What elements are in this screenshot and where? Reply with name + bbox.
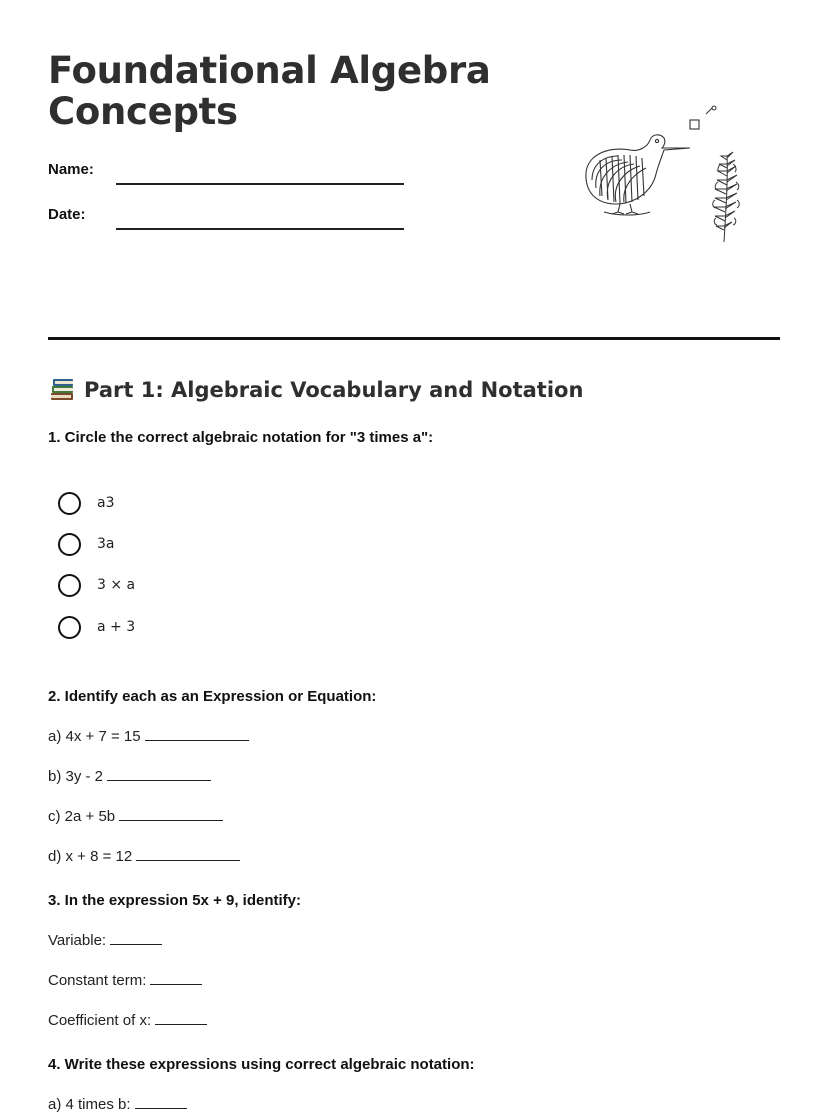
q1-option-4[interactable]: [58, 614, 135, 640]
answer-blank[interactable]: [155, 1012, 207, 1025]
option-label: 3a: [97, 536, 115, 552]
option-circle-icon[interactable]: [58, 492, 81, 515]
kiwi-fern-illustration: [578, 100, 748, 250]
date-answer-line: [116, 228, 404, 230]
answer-blank[interactable]: [145, 728, 249, 741]
date-field: [48, 206, 408, 236]
answer-blank[interactable]: [136, 848, 240, 861]
question-3-prompt: 3. In the expression 5x + 9, identify:: [48, 892, 302, 909]
q3-item-coefficient: [48, 1012, 207, 1029]
option-circle-icon[interactable]: [58, 616, 81, 639]
q1-option-3[interactable]: [58, 572, 135, 598]
answer-blank[interactable]: [150, 972, 202, 985]
answer-blank[interactable]: [107, 768, 211, 781]
name-label: Name:: [48, 161, 94, 178]
q2-item-b: [48, 768, 211, 785]
name-answer-line: [116, 183, 404, 185]
worksheet-page: [48, 0, 780, 1118]
books-icon: [48, 376, 76, 404]
date-label: Date:: [48, 206, 86, 223]
question-4-prompt: 4. Write these expressions using correct algebraic notation:: [48, 1056, 475, 1073]
q2-item-a: [48, 728, 249, 745]
q3-item-variable: [48, 932, 162, 949]
question-1-prompt: 1. Circle the correct algebraic notation for "3 times a":: [48, 429, 434, 446]
name-field: [48, 161, 408, 191]
answer-blank[interactable]: [135, 1096, 187, 1109]
option-label: a3: [97, 495, 115, 511]
section-1-title: Part 1: Algebraic Vocabulary and Notation: [84, 378, 584, 402]
q3-item-label: Coefficient of x:: [48, 1012, 152, 1029]
q4-item-a: [48, 1096, 187, 1113]
q3-item-constant: [48, 972, 202, 989]
section-1-heading: [48, 374, 583, 406]
q2-item-label: c) 2a + 5b: [48, 808, 116, 825]
q3-item-label: Variable:: [48, 932, 107, 949]
q2-item-c: [48, 808, 223, 825]
worksheet-title: Foundational Algebra Concepts: [48, 49, 491, 133]
q2-item-label: b) 3y - 2: [48, 768, 104, 785]
q3-item-label: Constant term:: [48, 972, 147, 989]
option-circle-icon[interactable]: [58, 574, 81, 597]
q1-option-1[interactable]: [58, 490, 115, 516]
section-divider: [48, 337, 780, 340]
question-2-prompt: 2. Identify each as an Expression or Equation:: [48, 688, 377, 705]
option-label: a + 3: [97, 619, 136, 635]
q1-option-2[interactable]: [58, 531, 115, 557]
answer-blank[interactable]: [110, 932, 162, 945]
q4-item-label: a) 4 times b:: [48, 1096, 131, 1113]
answer-blank[interactable]: [119, 808, 223, 821]
q2-item-label: d) x + 8 = 12: [48, 848, 133, 865]
option-circle-icon[interactable]: [58, 533, 81, 556]
q2-item-label: a) 4x + 7 = 15: [48, 728, 141, 745]
option-label: 3 × a: [97, 577, 136, 593]
q2-item-d: [48, 848, 240, 865]
